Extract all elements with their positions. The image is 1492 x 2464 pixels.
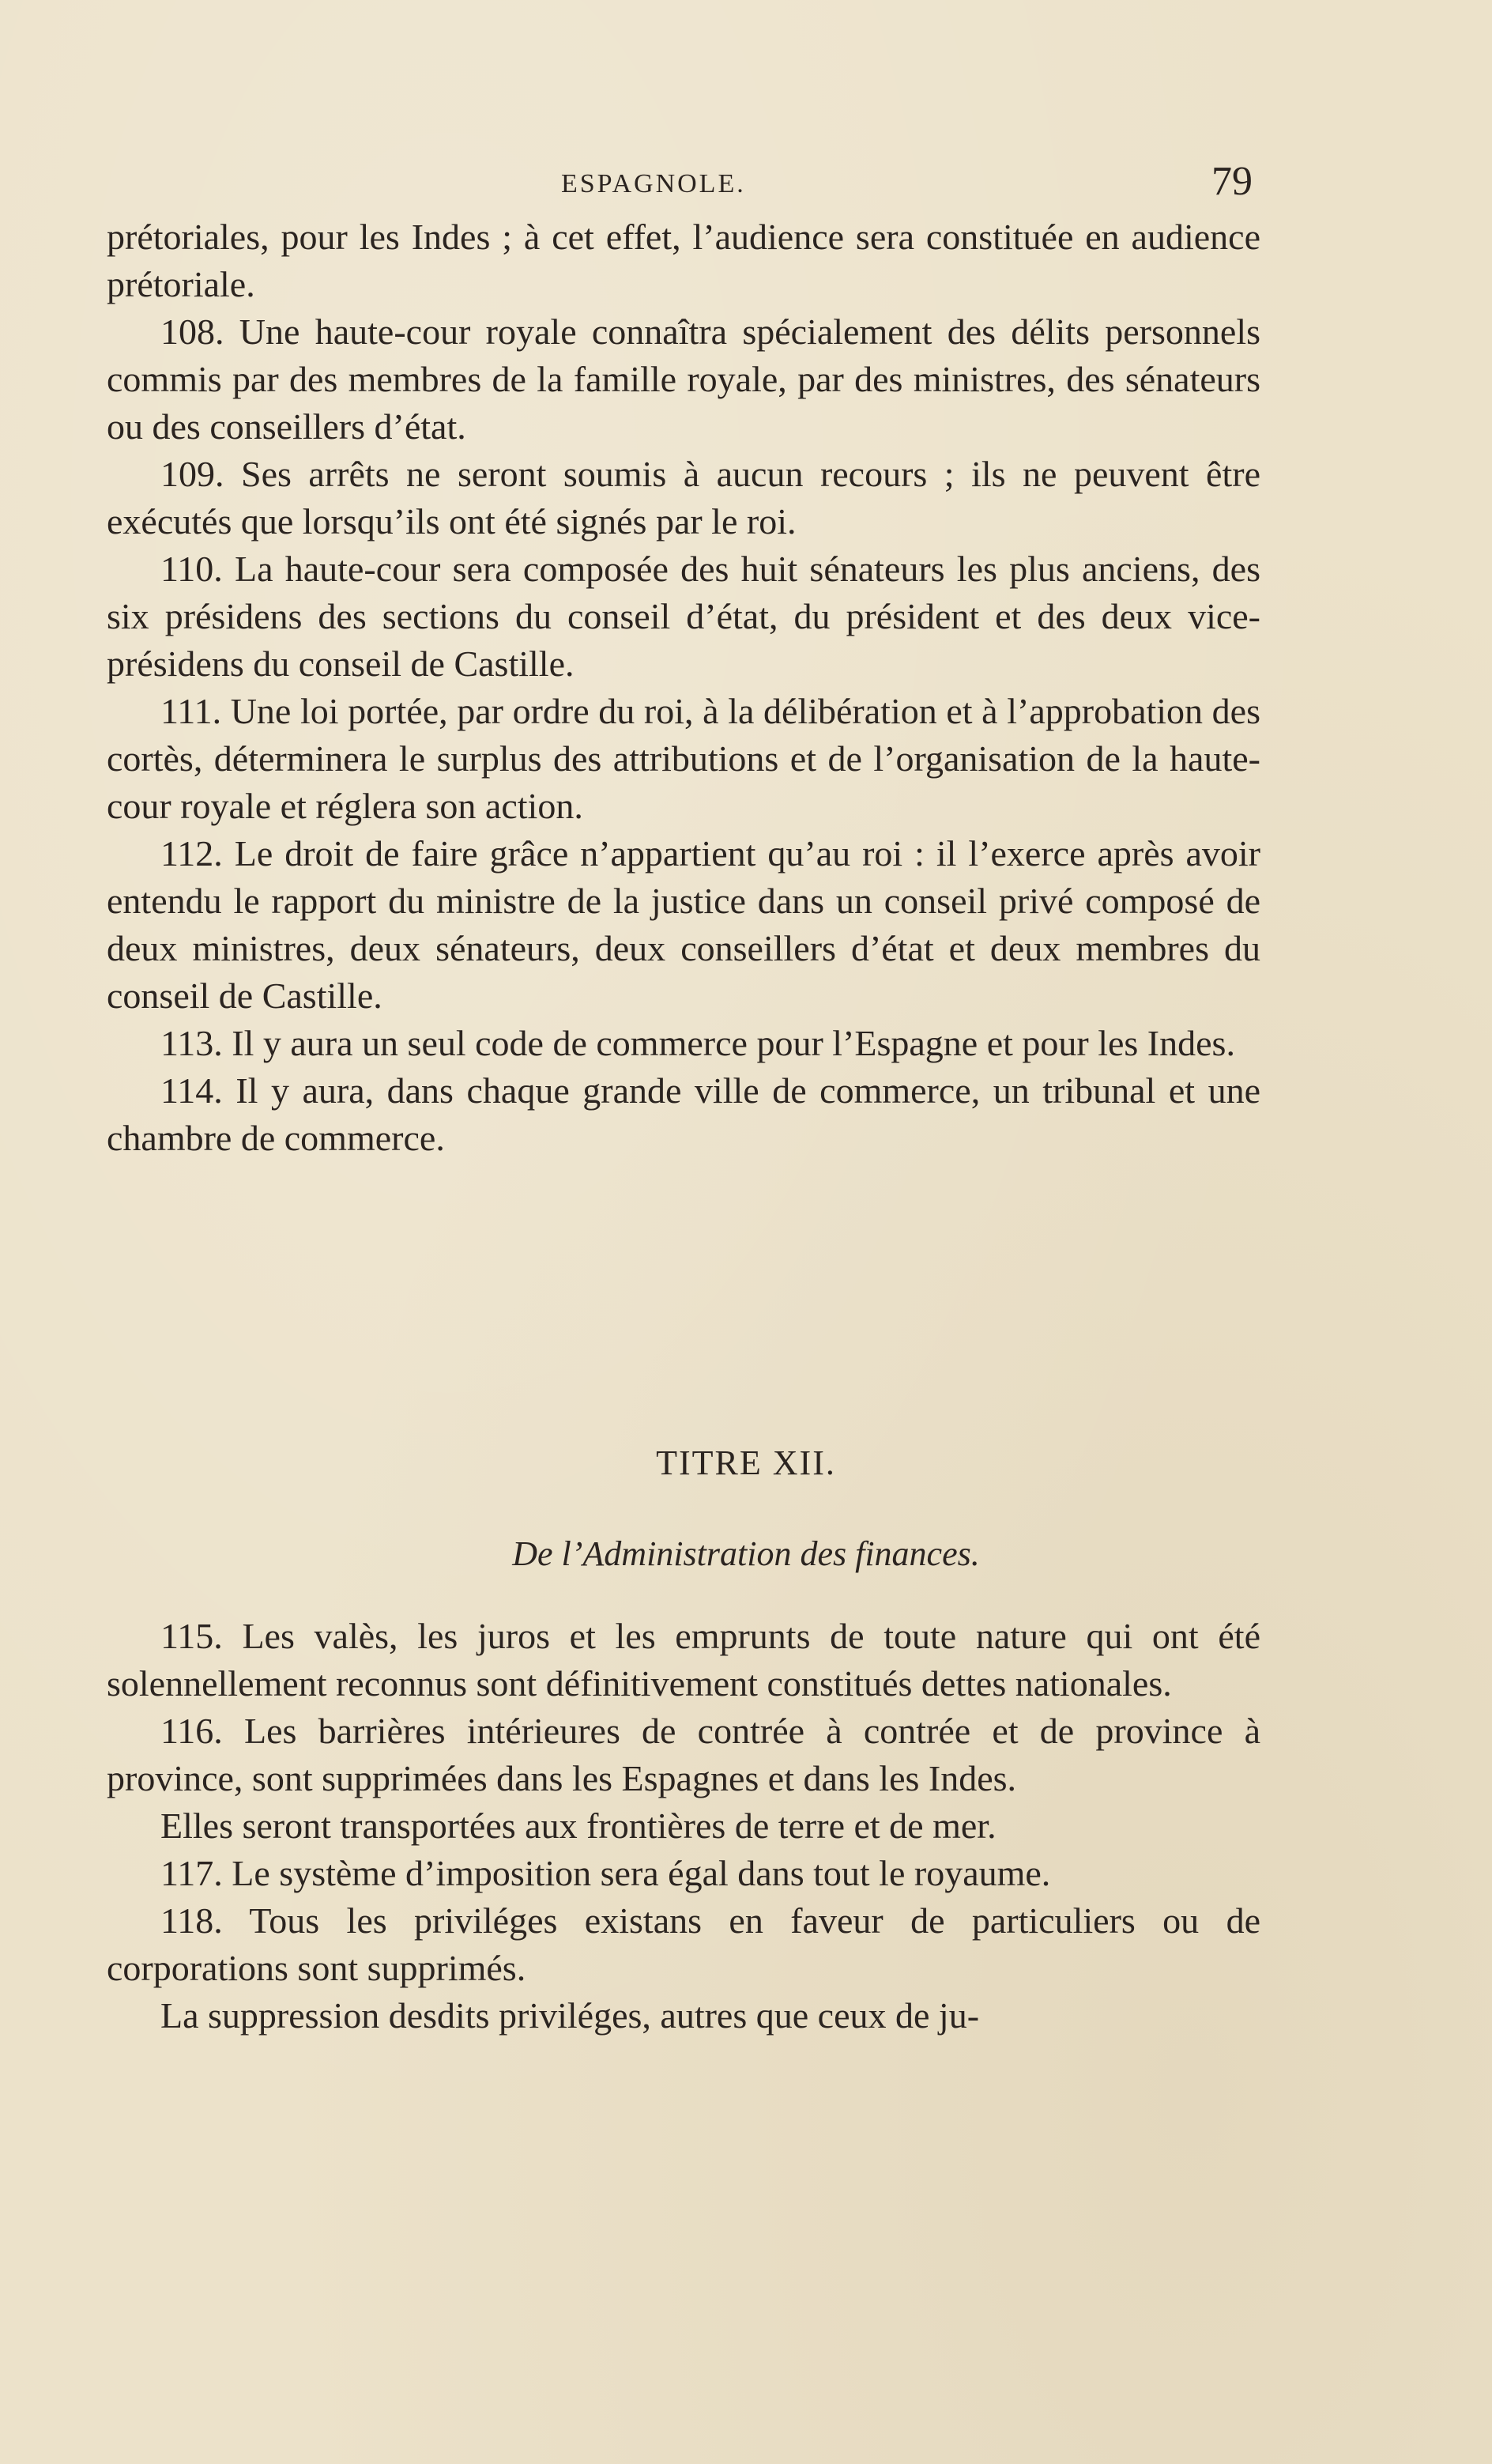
running-title: ESPAGNOLE. [561,169,746,198]
body-text-before [107,213,1260,1162]
article-109: 109. Ses arrêts ne seront soumis à aucun recours ; ils ne peuvent être exécutés que lorsqu’ils ont été signés par le roi. [107,454,1260,541]
article-117: 117. Le système d’imposition sera égal dans tout le royaume. [160,1853,1051,1893]
article-108: 108. Une haute-cour royale connaîtra spécialement des délits personnels commis par des membres de la famille royale, par des ministres, des sénateurs ou des conseillers d’état. [107,311,1260,447]
section-title: TITRE XII. [656,1443,836,1482]
paragraph-continuation: prétoriales, pour les Indes ; à cet effet, l’audience sera constituée en audience prétoriale. [107,217,1260,304]
article-118-continuation: La suppression desdits priviléges, autres que ceux de ju- [160,1995,980,2036]
article-113: 113. Il y aura un seul code de commerce pour l’Espagne et pour les Indes. [160,1023,1235,1063]
article-116: 116. Les barrières intérieures de contrée à contrée et de province à province, sont supprimées dans les Espagnes et dans les Indes. [107,1711,1260,1798]
article-112: 112. Le droit de faire grâce n’appartient qu’au roi : il l’exerce après avoir entendu le rapport du ministre de la justice dans un conseil privé composé de deux ministres, deux sénateurs, deux conseillers d’état et deux membres du conseil de Castille. [107,833,1260,1016]
section-subtitle: De l’Administration des finances. [512,1534,980,1573]
article-118: 118. Tous les priviléges existans en faveur de particuliers ou de corporations sont supprimés. [107,1900,1260,1988]
article-116-continuation: Elles seront transportées aux frontières de terre et de mer. [160,1806,997,1846]
article-114: 114. Il y aura, dans chaque grande ville de commerce, un tribunal et une chambre de commerce. [107,1070,1260,1158]
article-110: 110. La haute-cour sera composée des huit sénateurs les plus anciens, des six présidens des sections du conseil d’état, du président et des deux vice-présidens du conseil de Castille. [107,549,1260,684]
body-text-after [107,1613,1260,2039]
article-115: 115. Les valès, les juros et les emprunts de toute nature qui ont été solennellement reconnus sont définitivement constitués dettes nationales. [107,1616,1260,1704]
page-header [107,158,1260,213]
page-number: 79 [1211,159,1253,204]
article-111: 111. Une loi portée, par ordre du roi, à la délibération et à l’approbation des cortès, déterminera le surplus des attributions et de l’organisation de la haute-cour royale et réglera son action. [107,691,1260,826]
